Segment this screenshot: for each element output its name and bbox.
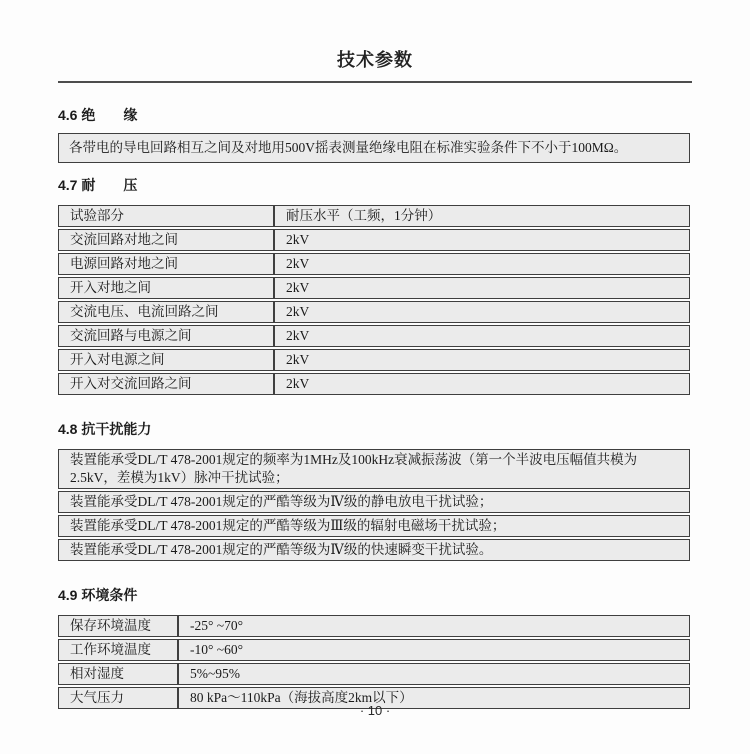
table-row <box>58 615 690 637</box>
table-cell: 大气压力 <box>58 687 178 709</box>
table-row <box>58 325 690 347</box>
table-cell: 2kV <box>274 373 690 395</box>
environment-table <box>58 613 690 711</box>
table-cell: 相对湿度 <box>58 663 178 685</box>
table-row <box>58 663 690 685</box>
table-row <box>58 491 690 513</box>
table-cell: 工作环境温度 <box>58 639 178 661</box>
section-heading-insulation: 4.6 绝 缘 <box>58 107 138 123</box>
table-header-cell: 耐压水平（工频，1分钟） <box>274 205 690 227</box>
withstand-table <box>58 203 690 397</box>
table-cell: 装置能承受DL/T 478-2001规定的严酷等级为Ⅳ级的快速瞬变干扰试验。 <box>58 539 690 561</box>
table-row <box>58 301 690 323</box>
table-row <box>58 639 690 661</box>
title-divider <box>58 81 692 83</box>
table-cell: -10° ~60° <box>178 639 690 661</box>
table-cell: 2kV <box>274 325 690 347</box>
page-number: · 10 · <box>359 703 391 718</box>
table-cell: -25° ~70° <box>178 615 690 637</box>
table-row <box>58 277 690 299</box>
table-cell: 装置能承受DL/T 478-2001规定的频率为1MHz及100kHz衰减振荡波（第一个半波电压幅值共模为2.5kV，差模为1kV）脉冲干扰试验； <box>58 449 690 489</box>
page-title: 技术参数 <box>337 50 413 70</box>
table-cell: 装置能承受DL/T 478-2001规定的严酷等级为Ⅳ级的静电放电干扰试验； <box>58 491 690 513</box>
section-heading-environment: 4.9 环境条件 <box>58 587 138 603</box>
table-cell: 交流电压、电流回路之间 <box>58 301 274 323</box>
table-header-cell: 试验部分 <box>58 205 274 227</box>
table-cell: 保存环境温度 <box>58 615 178 637</box>
table-cell: 交流回路与电源之间 <box>58 325 274 347</box>
table-cell: 开入对电源之间 <box>58 349 274 371</box>
section-heading-interference: 4.8 抗干扰能力 <box>58 421 152 437</box>
table-cell: 2kV <box>274 301 690 323</box>
withstand-header-row <box>58 205 690 227</box>
table-row <box>58 253 690 275</box>
table-row <box>58 229 690 251</box>
interference-table <box>58 447 690 563</box>
table-cell: 开入对交流回路之间 <box>58 373 274 395</box>
table-cell: 5%~95% <box>178 663 690 685</box>
section-heading-withstand: 4.7 耐 压 <box>58 177 138 193</box>
table-row <box>58 373 690 395</box>
table-cell: 2kV <box>274 349 690 371</box>
table-cell: 80 kPa～110kPa（海拔高度2km以下） <box>178 687 690 709</box>
table-row <box>58 539 690 561</box>
table-cell: 装置能承受DL/T 478-2001规定的严酷等级为Ⅲ级的辐射电磁场干扰试验； <box>58 515 690 537</box>
table-cell: 2kV <box>274 253 690 275</box>
table-cell: 电源回路对地之间 <box>58 253 274 275</box>
table-row <box>58 349 690 371</box>
table-cell: 开入对地之间 <box>58 277 274 299</box>
table-row <box>58 515 690 537</box>
table-row <box>58 449 690 489</box>
table-cell: 2kV <box>274 277 690 299</box>
table-cell: 2kV <box>274 229 690 251</box>
insulation-note: 各带电的导电回路相互之间及对地用500V摇表测量绝缘电阻在标准实验条件下不小于100MΩ。 <box>58 133 690 163</box>
table-cell: 交流回路对地之间 <box>58 229 274 251</box>
